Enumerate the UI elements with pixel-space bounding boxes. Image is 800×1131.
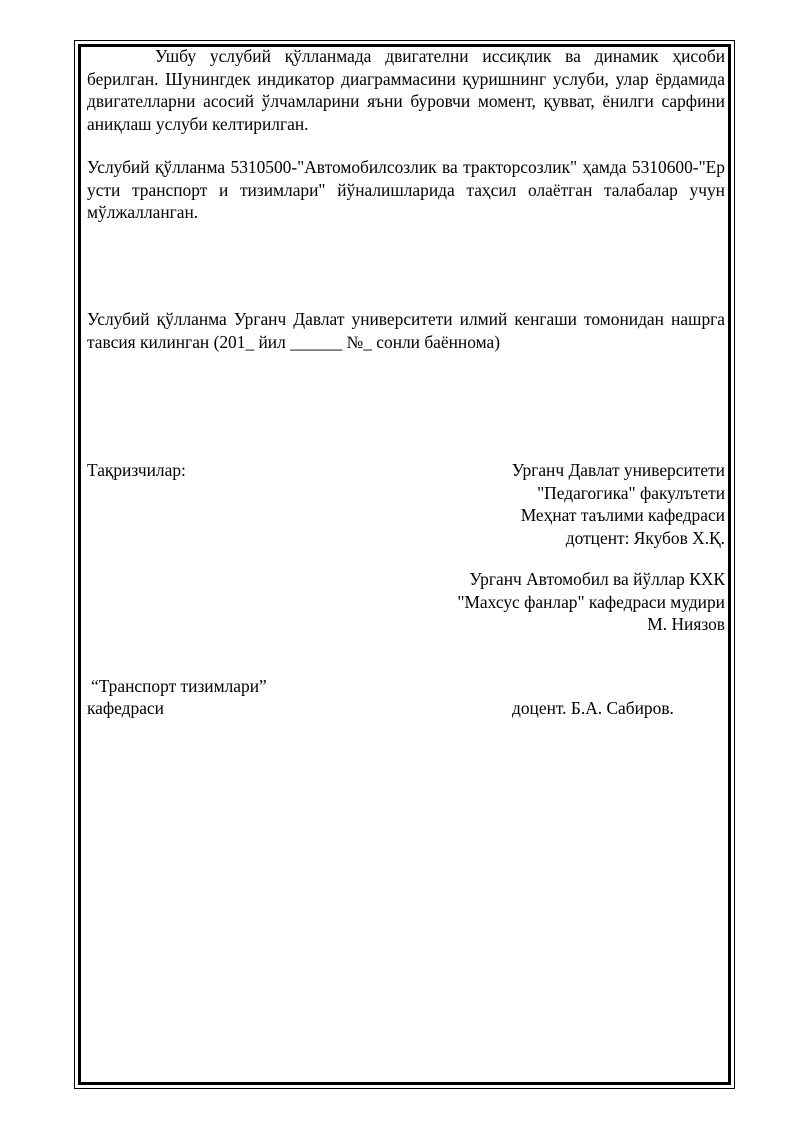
reviewer-2-line-1: Урганч Автомобил ва йўллар КХК — [469, 569, 725, 589]
reviewer-1-line-1: Урганч Давлат университети — [511, 460, 725, 480]
reviewer-1-line-3: Меҳнат таълими кафедраси — [520, 505, 725, 526]
reviewers-label: Тақризчилар: — [87, 460, 186, 480]
reviewer-2-block — [457, 568, 725, 636]
intro-paragraph-2: Услубий қўлланма 5310500-"Автомобилсозлик ва тракторсозлик" ҳамда 5310600-"Ер усти транспорт и тизимлари" йўналишларида таҳсил олаётган талабалар учун мўлжалланган. — [87, 157, 725, 223]
reviewer-2-line-3: М. Ниязов — [647, 614, 725, 635]
department-name: “Транспорт тизимлари” — [91, 676, 267, 696]
reviewer-2-line-2: "Махсус фанлар" кафедраси мудири — [457, 591, 725, 612]
intro-paragraph-1: Ушбу услубий қўлланмада двигателни иссиқлик ва динамик ҳисоби берилган. Шунингдек индикатор диаграммасини қуришнинг услуби, улар ёрдамида двигателларни асосий ўлчамларини яъни буровчи момент, қувват, ёнилги сарфини аниқлаш услуби келтирилган. — [87, 46, 725, 134]
department-head: доцент. Б.А. Сабиров. — [512, 698, 674, 718]
reviewer-1-block — [512, 459, 725, 549]
department-label: кафедраси — [87, 698, 164, 718]
reviewer-1-line-2: "Педагогика" факулътети — [537, 482, 725, 503]
intro-paragraph-3: Услубий қўлланма Урганч Давлат университети илмий кенгаши томонидан нашрга тавсия килинган (201_ йил ______ №_ сонли баённома) — [87, 309, 725, 352]
reviewer-1-line-4: дотцент: Якубов Х.Қ. — [565, 527, 725, 548]
